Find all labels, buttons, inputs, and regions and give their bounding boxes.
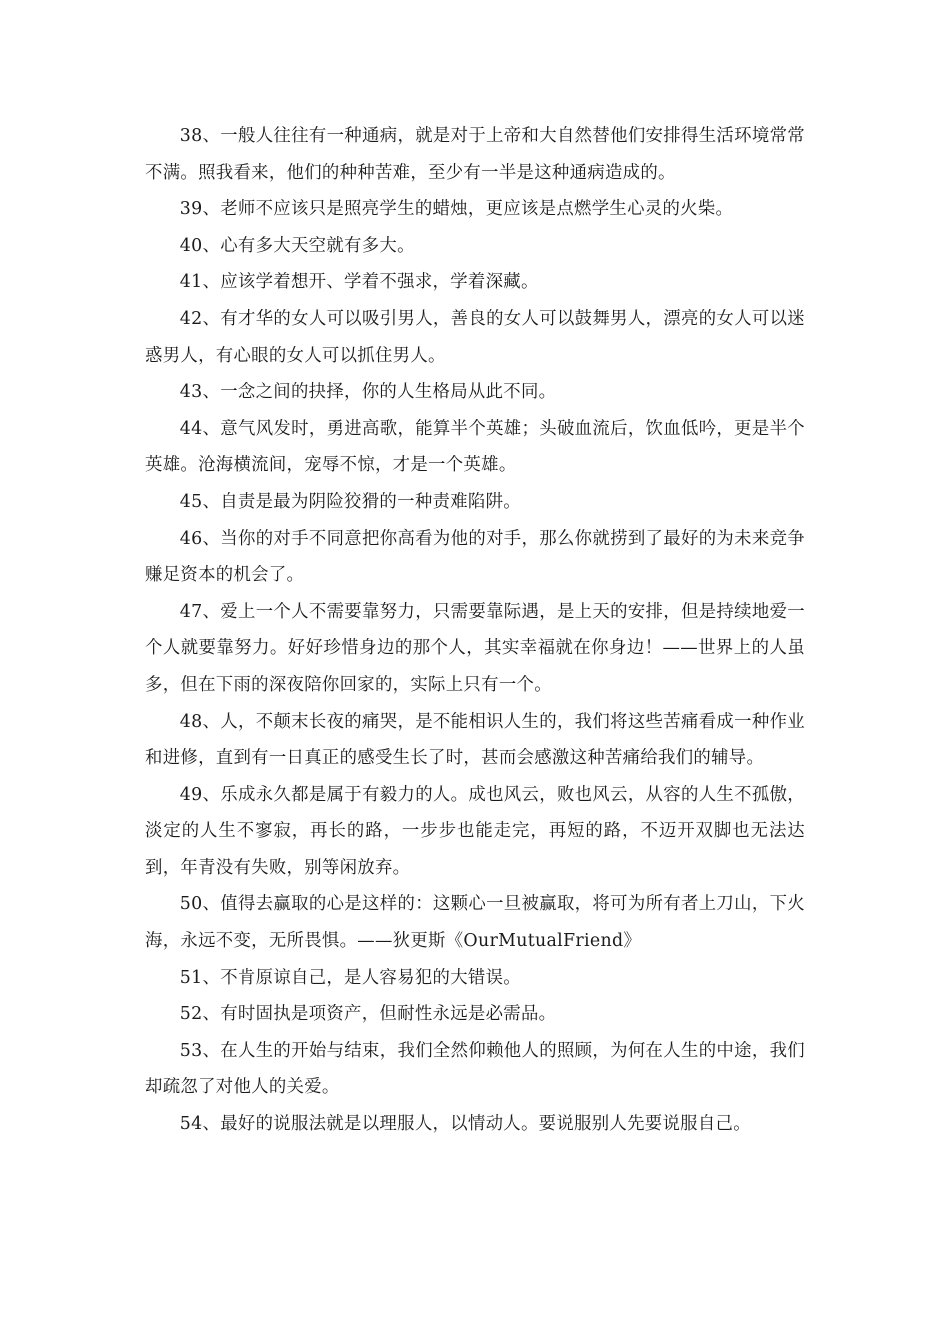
paragraph-53: 53、在人生的开始与结束，我们全然仰赖他人的照顾，为何在人生的中途，我们却疏忽了对他人的关爱。 [145,1040,805,1098]
paragraph-40: 40、心有多大天空就有多大。 [179,235,415,256]
paragraph-44: 44、意气风发时，勇进高歌，能算半个英雄；头破血流后，饮血低吟，更是半个英雄。沧海横流间，宠辱不惊，才是一个英雄。 [145,418,805,476]
paragraph-39: 39、老师不应该只是照亮学生的蜡烛，更应该是点燃学生心灵的火柴。 [179,199,734,220]
paragraph-47: 47、爱上一个人不需要靠努力，只需要靠际遇，是上天的安排，但是持续地爱一个人就要靠努力。好好珍惜身边的那个人，其实幸福就在你身边！——世界上的人虽多，但在下雨的深夜陪你回家的，实际上只有一个。 [145,601,805,695]
paragraph-50: 50、值得去赢取的心是这样的：这颗心一旦被赢取，将可为所有者上刀山，下火海，永远不变，无所畏惧。——狄更斯《OurMutualFriend》 [145,894,805,952]
paragraph-51: 51、不肯原谅自己，是人容易犯的大错误。 [179,967,521,988]
paragraph-54: 54、最好的说服法就是以理服人，以情动人。要说服别人先要说服自己。 [179,1114,751,1135]
paragraph-46: 46、当你的对手不同意把你高看为他的对手，那么你就捞到了最好的为未来竞争赚足资本的机会了。 [145,528,805,586]
paragraph-43: 43、一念之间的抉择，你的人生格局从此不同。 [179,382,557,403]
paragraph-38: 38、一般人往往有一种通病，就是对于上帝和大自然替他们安排得生活环境常常不满。照我看来，他们的种种苦难，至少有一半是这种通病造成的。 [145,126,805,183]
paragraph-52: 52、有时固执是项资产，但耐性永远是必需品。 [179,1004,557,1025]
paragraph-45: 45、自责是最为阴险狡猾的一种责难陷阱。 [179,491,521,512]
paragraph-49: 49、乐成永久都是属于有毅力的人。成也风云，败也风云，从容的人生不孤傲，淡定的人生不寥寂，再长的路，一步步也能走完，再短的路，不迈开双脚也无法达到，年青没有失败，别等闲放弃。 [145,784,805,878]
document-page [145,118,805,1143]
paragraph-41: 41、应该学着想开、学着不强求，学着深藏。 [179,272,539,293]
paragraph-48: 48、人，不颠末长夜的痛哭，是不能相识人生的，我们将这些苦痛看成一种作业和进修，直到有一日真正的感受生长了时，甚而会感激这种苦痛给我们的辅导。 [145,711,805,769]
paragraph-42: 42、有才华的女人可以吸引男人，善良的女人可以鼓舞男人，漂亮的女人可以迷惑男人，有心眼的女人可以抓住男人。 [145,308,805,366]
